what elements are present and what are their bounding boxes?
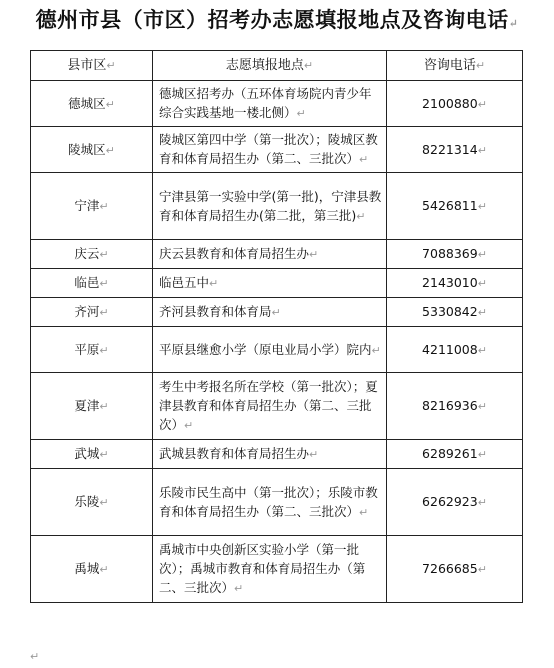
location-cell [153,440,387,469]
header-location: 志愿填报地点↵ [153,51,387,81]
paragraph-mark-icon: ↵ [477,563,487,576]
location-cell [153,327,387,373]
location-text: 宁津县第一实验中学(第一批)，宁津县教育和体育局招生办(第二批，第三批) [159,188,382,223]
phone-cell [387,298,523,327]
paragraph-mark-icon: ↵ [105,97,115,111]
paragraph-mark-icon: ↵ [234,582,244,595]
table-row [31,373,523,440]
paragraph-mark-icon: ↵ [99,448,109,461]
county-text: 庆云 [74,246,100,261]
phone-cell [387,327,523,373]
table-row [31,298,523,327]
phone-cell [387,440,523,469]
phone-text: 2143010 [422,275,478,290]
paragraph-mark-icon: ↵ [477,400,487,413]
location-text: 武城县教育和体育局招生办 [159,446,310,461]
table-row [31,240,523,269]
table-row [31,173,523,240]
county-cell [31,127,153,173]
county-cell [31,440,153,469]
paragraph-mark-icon: ↵ [271,306,281,319]
paragraph-mark-icon: ↵ [508,17,519,30]
phone-cell [387,127,523,173]
location-text: 德城区招考办（五环体育场院内青少年综合实践基地一楼北侧） [159,86,372,120]
location-text: 临邑五中 [159,275,210,290]
table-header-row [31,51,523,81]
paragraph-mark-icon: ↵ [99,496,109,509]
county-cell [31,536,153,603]
location-cell [153,373,387,440]
paragraph-mark-icon: ↵ [106,59,116,72]
county-text: 德城区 [68,95,106,111]
paragraph-mark-icon: ↵ [30,650,40,663]
location-cell [153,240,387,269]
phone-cell [387,469,523,536]
paragraph-mark-icon: ↵ [359,505,369,519]
paragraph-mark-icon: ↵ [99,563,109,576]
phone-text: 4211008 [422,341,478,357]
phone-text: 8221314 [422,141,478,157]
paragraph-mark-icon: ↵ [303,59,314,72]
phone-text: 6289261 [422,446,478,461]
location-text: 禹城市中央创新区实验小学（第一批次）；禹城市教育和体育局招生办（第二、三批次） [159,542,366,595]
county-cell [31,373,153,440]
county-text: 陵城区 [68,141,106,157]
paragraph-mark-icon: ↵ [477,143,487,157]
location-cell [153,269,387,298]
location-text: 陵城区第四中学（第一批次）；陵城区教育和体育局招生办（第二、三批次） [159,132,378,166]
table-row [31,440,523,469]
paragraph-mark-icon: ↵ [359,153,369,166]
table-row [31,127,523,173]
phone-text: 7088369 [422,246,478,261]
header-county: 县市区↵ [31,51,153,81]
paragraph-mark-icon: ↵ [477,496,487,509]
table-row [31,81,523,127]
location-cell [153,81,387,127]
location-cell [153,127,387,173]
paragraph-mark-icon: ↵ [477,97,487,111]
phone-cell [387,373,523,440]
paragraph-mark-icon: ↵ [309,248,319,261]
paragraph-mark-icon: ↵ [99,200,109,213]
location-cell [153,173,387,240]
phone-text: 8216936 [422,398,478,413]
paragraph-mark-icon: ↵ [99,277,109,290]
paragraph-mark-icon: ↵ [99,248,109,261]
county-text: 武城 [74,446,100,461]
paragraph-mark-icon: ↵ [99,400,109,413]
paragraph-mark-icon: ↵ [99,306,109,319]
phone-cell [387,240,523,269]
paragraph-mark-icon: ↵ [356,209,366,223]
paragraph-mark-icon: ↵ [99,343,109,357]
header-phone: 咨询电话↵ [387,51,523,81]
county-text: 临邑 [74,275,100,290]
page-title: 德州市县（市区）招考办志愿填报地点及咨询电话↵ [35,7,519,32]
paragraph-mark-icon: ↵ [477,448,487,461]
phone-text: 6262923 [422,494,478,509]
county-cell [31,469,153,536]
phone-cell [387,173,523,240]
table-row [31,269,523,298]
county-text: 夏津 [74,398,100,413]
location-cell [153,536,387,603]
paragraph-mark-icon: ↵ [184,419,194,432]
table-row [31,469,523,536]
paragraph-mark-icon: ↵ [477,277,487,290]
county-text: 平原 [74,341,100,357]
paragraph-mark-icon: ↵ [309,448,319,461]
phone-text: 5426811 [422,198,478,213]
county-cell [31,173,153,240]
location-text: 考生中考报名所在学校（第一批次）；夏津县教育和体育局招生办（第二、三批次） [159,379,378,432]
paragraph-mark-icon: ↵ [477,200,487,213]
enrollment-sites-table [30,50,523,603]
paragraph-mark-icon: ↵ [209,277,219,290]
location-text: 平原县继愈小学（原电业局小学）院内 [159,341,372,357]
table-row [31,327,523,373]
paragraph-mark-icon: ↵ [296,107,306,120]
county-cell [31,298,153,327]
location-text: 庆云县教育和体育局招生办 [159,246,310,261]
phone-cell [387,269,523,298]
county-cell [31,327,153,373]
table-row [31,536,523,603]
location-text: 齐河县教育和体育局 [159,304,272,319]
location-cell [153,298,387,327]
county-text: 齐河 [74,304,100,319]
county-text: 宁津 [74,198,100,213]
county-text: 乐陵 [74,494,100,509]
phone-cell [387,81,523,127]
phone-text: 7266685 [422,561,478,576]
paragraph-mark-icon: ↵ [477,248,487,261]
phone-cell [387,536,523,603]
county-cell [31,81,153,127]
phone-text: 2100880 [422,95,478,111]
county-cell [31,240,153,269]
paragraph-mark-icon: ↵ [105,143,115,157]
county-cell [31,269,153,298]
location-text: 乐陵市民生高中（第一批次）；乐陵市教育和体育局招生办（第二、三批次） [159,484,378,519]
paragraph-mark-icon: ↵ [477,343,487,357]
paragraph-mark-icon: ↵ [371,343,381,357]
phone-text: 5330842 [422,304,478,319]
paragraph-mark-icon: ↵ [477,306,487,319]
paragraph-mark-icon: ↵ [475,59,486,72]
county-text: 禹城 [74,561,100,576]
location-cell [153,469,387,536]
